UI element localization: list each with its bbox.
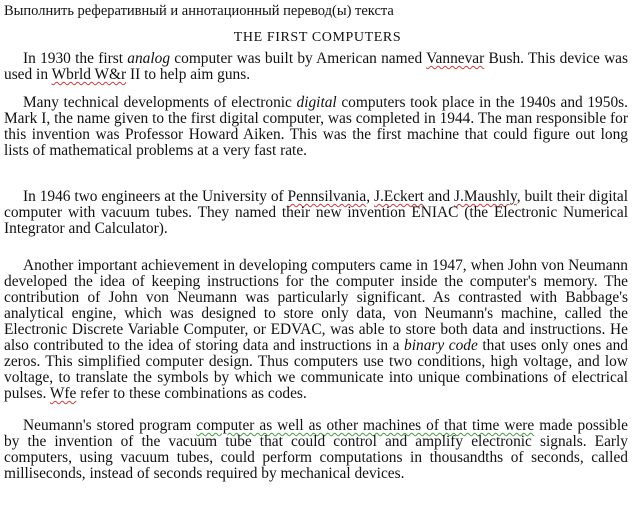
text-run: II to help aim guns.: [126, 66, 251, 83]
misspelled-word: J.Maushly: [453, 188, 517, 205]
paragraph-5: [4, 418, 628, 482]
text-run: that uses only ones and zeros. This simplified computer design. Thus computers use two conditions, high voltage, and low voltage, to translate the symbols by which we communicate into unique combinations of electrical pulses.: [4, 337, 628, 402]
misspelled-word: Pennsilvania: [287, 188, 367, 205]
italic-term: binary code: [404, 337, 478, 354]
task-instruction: Выполнить реферативный и аннотационный перевод(ы) текста: [4, 3, 394, 19]
text-run: made possible by the invention of the vacuum tube that could control and amplify electronic signals. Early computers, using vacuum tubes, could perform computations in thousandths of seconds, called milliseconds, instead of seconds required by mechanical devices.: [4, 417, 628, 482]
text-run: ,: [366, 188, 374, 205]
italic-term: analog: [127, 50, 171, 67]
text-run: Neumann's stored program: [23, 417, 197, 434]
text-run: computers took place in the 1940s and 1950s. Mark I, the name given to the first digital computer, was completed in 1944. The man responsible for this invention was Professor Howard Aiken. This was the first machine that could figure out long lists of mathematical problems at a very fast rate.: [4, 94, 628, 159]
text-run: Bush. This device was used in: [4, 50, 628, 83]
paragraph-4: [4, 258, 628, 402]
text-run: computer was built by American named: [170, 50, 427, 67]
misspelled-word: Wbrld W&r: [51, 66, 127, 83]
italic-term: digital: [296, 94, 337, 111]
grammar-flagged-text: computer as well as other machines of that time were: [196, 417, 535, 434]
document-body: [4, 51, 628, 482]
paragraph-1: [4, 51, 628, 83]
paragraph-2: [4, 95, 628, 159]
misspelled-word: Wfe: [49, 385, 77, 402]
document-title: THE FIRST COMPUTERS: [233, 30, 402, 45]
misspelled-word: Vannevar: [426, 50, 485, 67]
text-run: , built their digital computer with vacuum tubes. They named their new invention ENIAC (the Electronic Numerical Integrator and Calculator).: [4, 188, 628, 237]
text-run: Another important achievement in developing computers came in 1947, when John von Neumann developed the idea of keeping instructions for the computer inside the computer's memory. The contribution of John von Neumann was particularly significant. As contrasted with Babbage's analytical engine, which was designed to store only data, von Neumann's machine, called the Electronic Discrete Variable Computer, or EDVAC, was able to store both data and instructions. He also contributed to the idea of storing data and instructions in a: [4, 257, 628, 354]
text-run: and: [423, 188, 454, 205]
misspelled-word: J.Eckert: [373, 188, 424, 205]
text-run: In 1930 the first: [23, 50, 128, 67]
text-run: Many technical developments of electronic: [23, 94, 297, 111]
text-run: refer to these combinations as codes.: [76, 385, 307, 402]
text-run: In 1946 two engineers at the University of: [23, 188, 288, 205]
paragraph-3: [4, 189, 628, 237]
